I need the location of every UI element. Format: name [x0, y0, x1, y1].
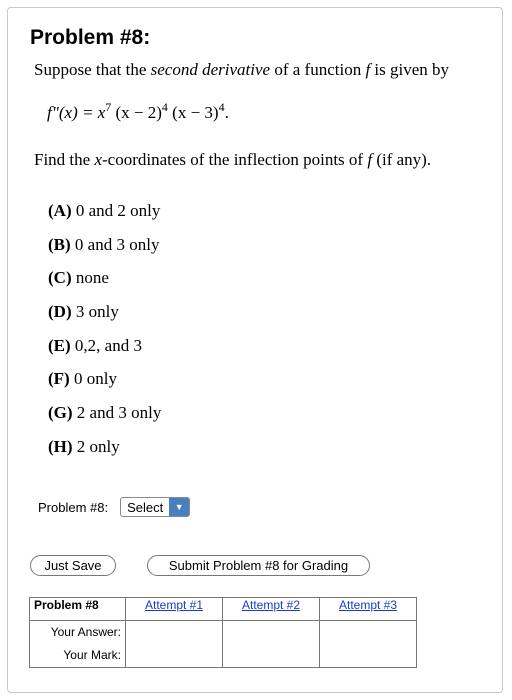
- attempt-1-header: [126, 598, 223, 621]
- equation-exp-3: 4: [218, 100, 225, 114]
- attempt-3-cell: [320, 621, 417, 668]
- attempt-1-cell: [126, 621, 223, 668]
- attempt-3-link[interactable]: Attempt #3: [338, 598, 398, 612]
- find-mid: -coordinates of the inflection points of: [102, 150, 368, 169]
- equation-end: .: [224, 103, 229, 122]
- choice-text: 0 and 3 only: [70, 234, 160, 254]
- choice-text: 0,2, and 3: [70, 335, 142, 355]
- equation-exp-1: 7: [105, 100, 112, 114]
- choice-b: [48, 235, 161, 269]
- choice-letter: (A): [48, 201, 72, 220]
- choice-text: 0 and 2 only: [71, 201, 161, 220]
- equation: [47, 100, 229, 123]
- choice-letter: (B): [48, 234, 71, 254]
- your-mark-label: Your Mark:: [63, 648, 121, 662]
- submit-problem-button[interactable]: Submit Problem #8 for Grading: [147, 555, 370, 576]
- problem-title: Problem #8:: [30, 26, 151, 49]
- attempt-2-header: [223, 598, 320, 621]
- attempts-body-row: [30, 621, 417, 668]
- choice-d: [48, 302, 161, 336]
- find-post: (if any).: [372, 150, 432, 169]
- attempts-header-row: [30, 598, 417, 621]
- answer-row: [38, 497, 190, 517]
- triangle-down-icon: ▼: [169, 498, 189, 516]
- statement-post: is given by: [370, 60, 450, 79]
- find-f: f: [367, 150, 373, 169]
- statement-pre: Suppose that the: [34, 60, 151, 79]
- your-answer-label: Your Answer:: [50, 625, 121, 639]
- statement-mid: of a function: [270, 60, 366, 79]
- question-text: [34, 150, 431, 170]
- equation-mid-1: (x − 2): [111, 103, 162, 122]
- choice-a: [48, 201, 161, 235]
- choice-letter: (C): [48, 268, 72, 288]
- equation-exp-2: 4: [161, 100, 168, 114]
- problem-statement: [34, 60, 449, 80]
- choice-letter: (D): [48, 302, 72, 322]
- attempts-header-problem: Problem #8: [30, 598, 126, 621]
- choice-letter: (F): [48, 369, 70, 389]
- statement-em: second derivative: [150, 60, 271, 79]
- row-labels-cell: [30, 621, 126, 668]
- answer-label: Problem #8:: [38, 499, 109, 515]
- choice-letter: (E): [48, 335, 71, 355]
- find-pre: Find the: [34, 150, 95, 169]
- answer-select-value: Select: [127, 500, 164, 515]
- choice-f: [48, 369, 161, 403]
- choice-h: [48, 437, 161, 471]
- find-x: x: [94, 150, 102, 169]
- choice-list: [48, 201, 161, 471]
- choice-e: [48, 336, 161, 370]
- attempt-1-link[interactable]: Attempt #1: [144, 598, 204, 612]
- choice-text: 2 only: [72, 436, 120, 456]
- attempt-3-header: [320, 598, 417, 621]
- attempts-table: [29, 597, 417, 668]
- equation-mid-2: (x − 3): [167, 103, 219, 122]
- just-save-button[interactable]: Just Save: [30, 555, 116, 576]
- choice-text: 0 only: [69, 369, 117, 389]
- answer-select[interactable]: [120, 497, 190, 517]
- attempt-2-link[interactable]: Attempt #2: [241, 598, 301, 612]
- statement-f: f: [365, 60, 371, 79]
- attempt-2-cell: [223, 621, 320, 668]
- choice-c: [48, 268, 161, 302]
- choice-text: none: [71, 268, 109, 288]
- choice-letter: (G): [48, 403, 73, 423]
- choice-text: 3 only: [71, 302, 119, 322]
- choice-text: 2 and 3 only: [72, 403, 162, 423]
- choice-letter: (H): [48, 436, 73, 456]
- choice-g: [48, 403, 161, 437]
- equation-lhs: f"(x) = x: [47, 103, 106, 122]
